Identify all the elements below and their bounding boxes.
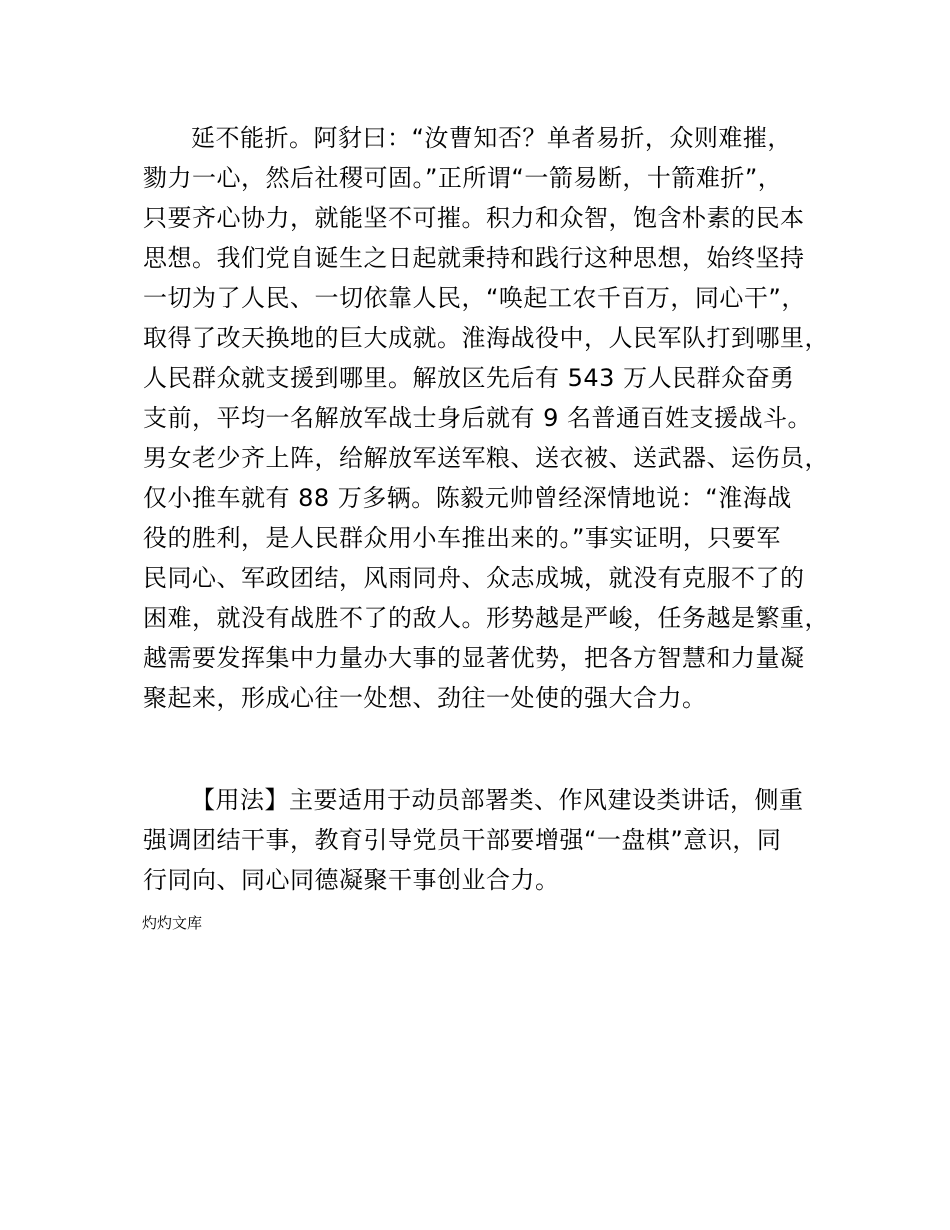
- paragraph-line: 役的胜利，是人民群众用小车推出来的。”事实证明，只要军: [143, 524, 781, 552]
- paragraph-line: 只要齐心协力，就能坚不可摧。积力和众智，饱含朴素的民本: [143, 204, 805, 232]
- paragraph-line: 行同向、同心同德凝聚干事创业合力。: [143, 866, 560, 894]
- paragraph-line: 勠力一心，然后社稷可固。”正所谓“一箭易断，十箭难折”，: [143, 164, 783, 192]
- paragraph-line: 越需要发挥集中力量办大事的显著优势，把各方智慧和力量凝: [143, 644, 805, 672]
- paragraph-line: 人民群众就支援到哪里。解放区先后有 543 万人民群众奋勇: [143, 364, 795, 392]
- paragraph-line: 一切为了人民、一切依靠人民，“唤起工农千百万，同心干”，: [143, 284, 806, 312]
- paragraph-line: 仅小推车就有 88 万多辆。陈毅元帅曾经深情地说：“淮海战: [143, 484, 792, 512]
- paragraph-line: 支前，平均一名解放军战士身后就有 9 名普通百姓支援战斗。: [143, 404, 813, 432]
- paragraph-line: 聚起来，形成心往一处想、劲往一处使的强大合力。: [143, 684, 707, 712]
- paragraph-line: 【用法】主要适用于动员部署类、作风建设类讲话，侧重: [191, 786, 804, 814]
- paragraph-line: 延不能折。阿豺曰：“汝曹知否？单者易折，众则难摧，: [191, 124, 792, 152]
- paragraph-line: 思想。我们党自诞生之日起就秉持和践行这种思想，始终坚持: [143, 244, 805, 272]
- paragraph-line: 困难，就没有战胜不了的敌人。形势越是严峻，任务越是繁重，: [143, 604, 829, 632]
- source-footer: 灼灼文库: [142, 914, 203, 932]
- paragraph-line: 民同心、军政团结，风雨同舟、众志成城，就没有克服不了的: [143, 564, 805, 592]
- paragraph-line: 取得了改天换地的巨大成就。淮海战役中，人民军队打到哪里，: [143, 324, 829, 352]
- body-paragraph: [143, 118, 843, 718]
- usage-paragraph: [143, 780, 843, 900]
- paragraph-line: 强调团结干事，教育引导党员干部要增强“一盘棋”意识，同: [143, 826, 782, 854]
- paragraph-line: 男女老少齐上阵，给解放军送军粮、送衣被、送武器、运伤员，: [143, 444, 829, 472]
